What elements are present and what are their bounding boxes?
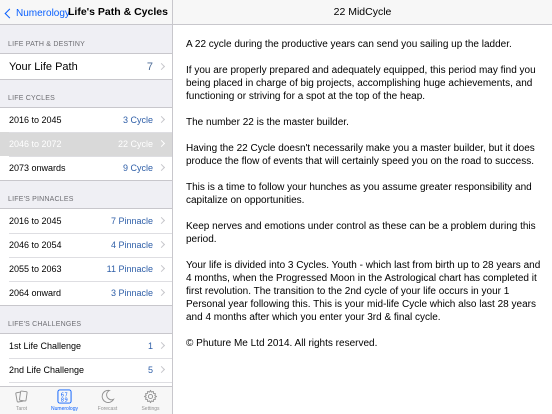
row-value: 3 Cycle <box>122 115 153 125</box>
master-title: Life's Path & Cycles <box>68 6 168 18</box>
group-pinnacles <box>0 208 172 306</box>
back-button-label: Numerology <box>16 7 70 19</box>
group-cycles <box>0 107 172 181</box>
tarot-cards-icon <box>14 389 29 404</box>
detail-pane <box>173 0 552 414</box>
row-value: 1 <box>147 341 153 351</box>
tab-label: Tarot <box>15 406 28 412</box>
row-cycle-3[interactable] <box>0 156 172 180</box>
section-header-challenges: LIFE'S CHALLENGES <box>8 321 82 328</box>
section-header-pinnacles: LIFE'S PINNACLES <box>8 196 74 203</box>
paragraph: Your life is divided into 3 Cycles. Youth - which last from birth up to 28 years and 4 months, when the Progressed Moon in the Astrological chart has completed it first revolution. The transition to the 2nd cycle of your life occurs in your 1 Personal year following this. This is your mid-life Cycle which also last 28 years and 4 months after which you enter your 3rd & final cycle. <box>186 260 541 323</box>
moon-icon <box>100 389 115 404</box>
row-value: 5 <box>147 365 153 375</box>
tab-label: Numerology <box>51 406 78 412</box>
row-cycle-2-selected[interactable] <box>0 132 172 156</box>
tab-numerology[interactable] <box>43 387 86 414</box>
row-label: 2016 to 2045 <box>9 216 62 226</box>
row-label: 2055 to 2063 <box>9 264 62 274</box>
row-life-path[interactable] <box>0 54 172 79</box>
tab-label: Forecast <box>97 406 118 412</box>
row-value: 22 Cycle <box>117 139 153 149</box>
row-value: 11 Pinnacle <box>106 264 153 274</box>
row-label: 2nd Life Challenge <box>9 365 85 375</box>
row-label: Your Life Path <box>9 60 78 73</box>
row-cycle-1[interactable] <box>0 108 172 132</box>
row-challenge-1[interactable] <box>0 334 172 358</box>
section-header-cycles: LIFE CYCLES <box>8 95 55 102</box>
row-label: 2046 to 2054 <box>9 240 62 250</box>
detail-navigation-bar <box>173 0 552 25</box>
master-list[interactable] <box>0 26 172 386</box>
row-label: 2064 onward <box>9 288 62 298</box>
chevron-right-icon <box>158 342 165 349</box>
row-label: 2046 to 2072 <box>9 139 62 149</box>
back-button[interactable] <box>3 5 70 21</box>
paragraph: The number 22 is the master builder. <box>186 117 349 128</box>
chevron-right-icon <box>158 217 165 224</box>
group-challenges <box>0 333 172 386</box>
svg-text:9: 9 <box>64 397 68 404</box>
row-pinnacle-1[interactable] <box>0 209 172 233</box>
master-navigation-bar <box>0 0 172 25</box>
chevron-right-icon <box>158 164 165 171</box>
paragraph: This is a time to follow your hunches as you assume greater responsibility and capitalize on opportunities. <box>186 182 532 206</box>
paragraph: A 22 cycle during the productive years can send you sailing up the ladder. <box>186 39 512 50</box>
row-value: 3 Pinnacle <box>110 288 153 298</box>
paragraph: If you are properly prepared and adequately equipped, this period may find you being placed in charge of big projects, accomplishing huge achievements, and functioning or striving for a spot at the top of the heap. <box>186 65 536 102</box>
chevron-right-icon <box>158 241 165 248</box>
row-value: 4 Pinnacle <box>110 240 153 250</box>
gear-icon <box>143 389 158 404</box>
chevron-right-icon <box>158 62 165 69</box>
row-value: 9 Cycle <box>122 163 153 173</box>
chevron-left-icon <box>5 8 15 18</box>
tab-settings[interactable] <box>129 387 172 414</box>
paragraph: Having the 22 Cycle doesn't necessarily make you a master builder, but it does produce the flow of events that will certainly speed you on the road to success. <box>186 143 535 167</box>
row-pinnacle-3[interactable] <box>0 257 172 281</box>
svg-text:7: 7 <box>64 392 68 399</box>
svg-text:6: 6 <box>60 392 65 399</box>
row-value: 7 <box>146 60 153 73</box>
row-label: 1st Life Challenge <box>9 341 82 351</box>
tab-tarot[interactable] <box>0 387 43 414</box>
copyright: © Phuture Me Ltd 2014. All rights reserved. <box>186 338 378 349</box>
section-header-destiny: LIFE PATH & DESTINY <box>8 41 86 48</box>
row-label: 2073 onwards <box>9 163 66 173</box>
tab-bar <box>0 386 172 414</box>
paragraph: Keep nerves and emotions under control as these can be a problem during this period. <box>186 221 536 245</box>
row-value: 7 Pinnacle <box>110 216 153 226</box>
group-destiny <box>0 53 172 80</box>
svg-text:8: 8 <box>60 397 65 404</box>
chevron-right-icon <box>158 116 165 123</box>
tab-forecast[interactable] <box>86 387 129 414</box>
tab-label: Settings <box>141 406 160 412</box>
chevron-right-icon <box>158 140 165 147</box>
chevron-right-icon <box>158 366 165 373</box>
chevron-right-icon <box>158 265 165 272</box>
chevron-right-icon <box>158 289 165 296</box>
detail-title: 22 MidCycle <box>333 6 392 18</box>
detail-text <box>186 38 541 363</box>
row-label: 2016 to 2045 <box>9 115 62 125</box>
row-pinnacle-2[interactable] <box>0 233 172 257</box>
row-challenge-2[interactable] <box>0 358 172 382</box>
master-pane <box>0 0 173 414</box>
numerology-icon <box>57 389 72 404</box>
row-pinnacle-4[interactable] <box>0 281 172 305</box>
